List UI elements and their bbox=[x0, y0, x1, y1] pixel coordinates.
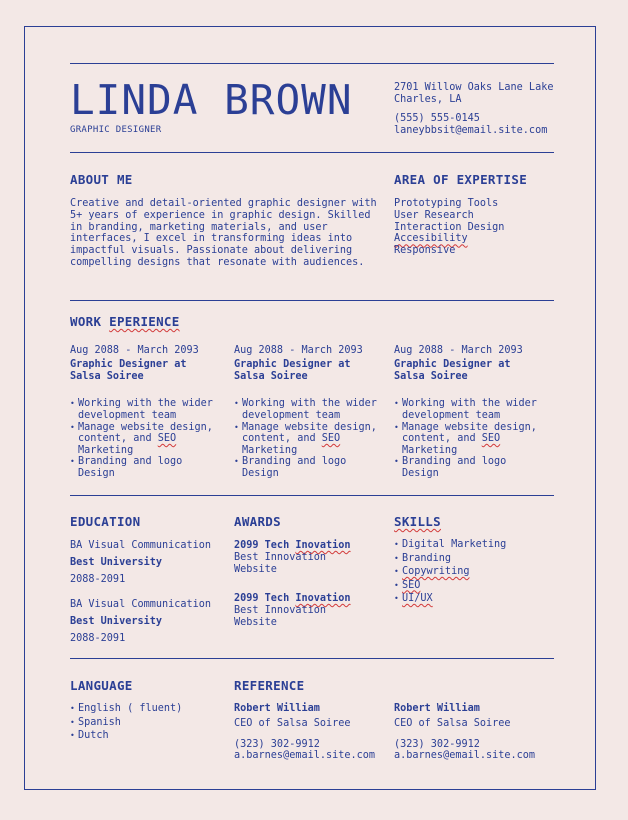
section-heading-language: LANGUAGE bbox=[70, 678, 133, 693]
years: 2088-2091 bbox=[70, 632, 126, 644]
section-heading-expertise: AREA OF EXPERTISE bbox=[394, 172, 528, 187]
award-desc: Website bbox=[234, 563, 277, 575]
reference-phone: (323) 302-9912 bbox=[394, 738, 480, 750]
divider bbox=[70, 300, 554, 301]
person-role: GRAPHIC DESIGNER bbox=[70, 125, 162, 135]
language-item: • English ( fluent) bbox=[70, 702, 182, 716]
section-heading-about: ABOUT ME bbox=[70, 172, 133, 187]
award-title: 2099 Tech bbox=[234, 593, 296, 604]
reference-role: CEO of Salsa Soiree bbox=[234, 717, 351, 729]
job-bullet: • Manage website design, content, and SEO Marketing bbox=[394, 422, 554, 457]
skill-item: • Digital Marketing bbox=[394, 538, 506, 552]
phone: (555) 555-0145 bbox=[394, 113, 480, 124]
degree: BA Visual Communication bbox=[70, 599, 212, 610]
divider bbox=[70, 152, 554, 153]
job-bullet: • Working with the wider development team bbox=[394, 398, 554, 421]
reference-email: a.barnes@email.site.com bbox=[234, 750, 376, 762]
reference-entry bbox=[234, 703, 375, 762]
job-bullets bbox=[394, 398, 554, 479]
expertise-list bbox=[394, 198, 504, 257]
section-heading-education: EDUCATION bbox=[70, 514, 141, 529]
job-title: Salsa Soiree bbox=[394, 370, 468, 382]
job-entry bbox=[394, 345, 554, 480]
job-dates: Aug 2088 - March 2093 bbox=[70, 345, 199, 356]
award-entry bbox=[234, 540, 351, 575]
expertise-item: User Research bbox=[394, 209, 474, 221]
about-line: 5+ years of experience in graphic design. Skilled bbox=[70, 209, 371, 221]
job-title: Graphic Designer at bbox=[234, 358, 351, 370]
language-item: • Spanish bbox=[70, 716, 182, 730]
reference-phone: (323) 302-9912 bbox=[234, 738, 320, 750]
about-line: impactful visuals. Passionate about delivering bbox=[70, 245, 353, 257]
job-title: Graphic Designer at bbox=[70, 358, 187, 370]
person-name: LINDA BROWN bbox=[70, 76, 353, 124]
address-line: 2701 Willow Oaks Lane Lake bbox=[394, 82, 554, 93]
skill-item: • Copywriting bbox=[394, 565, 506, 579]
email: laneybbsit@email.site.com bbox=[394, 124, 548, 136]
reference-name: Robert William bbox=[394, 703, 480, 714]
job-title: Salsa Soiree bbox=[70, 370, 144, 382]
job-bullet: • Working with the wider development team bbox=[234, 398, 394, 421]
award-title: Inovation bbox=[295, 593, 351, 604]
expertise-item: Prototyping Tools bbox=[394, 198, 499, 209]
education-entry bbox=[70, 599, 211, 644]
about-line: in branding, marketing materials, and user bbox=[70, 221, 328, 233]
address-line: Charles, LA bbox=[394, 93, 462, 105]
job-entry bbox=[70, 345, 230, 480]
job-bullet: • Working with the wider development team bbox=[70, 398, 230, 421]
contact bbox=[394, 113, 547, 137]
job-dates: Aug 2088 - March 2093 bbox=[394, 345, 523, 356]
section-heading-awards: AWARDS bbox=[234, 514, 281, 529]
about-text bbox=[70, 198, 377, 269]
reference-entry bbox=[394, 703, 535, 762]
job-bullet: • Branding and logo Design bbox=[394, 456, 554, 479]
expertise-item: Responsive bbox=[394, 245, 456, 257]
award-desc: Best Innovation bbox=[234, 604, 327, 616]
job-bullets bbox=[234, 398, 394, 479]
skill-item: • UI/UX bbox=[394, 592, 506, 606]
job-title: Graphic Designer at bbox=[394, 358, 511, 370]
reference-role: CEO of Salsa Soiree bbox=[394, 717, 511, 729]
job-bullet: • Manage website design, content, and SEO Marketing bbox=[234, 422, 394, 457]
skill-item: • SEO bbox=[394, 579, 506, 593]
job-bullet: • Branding and logo Design bbox=[234, 456, 394, 479]
address bbox=[394, 82, 553, 106]
about-line: Creative and detail-oriented graphic designer with bbox=[70, 198, 377, 209]
language-list bbox=[70, 702, 182, 743]
award-entry bbox=[234, 593, 351, 628]
heading-part: EPERIENCE bbox=[109, 314, 180, 329]
language-item: • Dutch bbox=[70, 729, 182, 743]
job-entry bbox=[234, 345, 394, 480]
skill-item: • Branding bbox=[394, 552, 506, 566]
award-title: 2099 Tech bbox=[234, 540, 296, 551]
skills-list bbox=[394, 538, 506, 606]
section-heading-reference: REFERENCE bbox=[234, 678, 305, 693]
heading-part: WORK bbox=[70, 314, 110, 329]
school: Best University bbox=[70, 615, 163, 627]
job-bullets bbox=[70, 398, 230, 479]
job-title: Salsa Soiree bbox=[234, 370, 308, 382]
divider bbox=[70, 495, 554, 496]
degree: BA Visual Communication bbox=[70, 540, 212, 551]
years: 2088-2091 bbox=[70, 573, 126, 585]
expertise-item: Accesibility bbox=[394, 233, 468, 245]
divider bbox=[70, 658, 554, 659]
section-heading-work bbox=[70, 314, 180, 329]
about-line: interfaces, I excel in transforming ideas into bbox=[70, 233, 353, 245]
award-desc: Best Innovation bbox=[234, 551, 327, 563]
about-line: compelling designs that resonate with audiences. bbox=[70, 256, 365, 268]
reference-email: a.barnes@email.site.com bbox=[394, 750, 536, 762]
divider bbox=[70, 63, 554, 64]
award-title: Inovation bbox=[295, 540, 351, 551]
job-bullet: • Manage website design, content, and SEO Marketing bbox=[70, 422, 230, 457]
job-dates: Aug 2088 - March 2093 bbox=[234, 345, 363, 356]
school: Best University bbox=[70, 556, 163, 568]
award-desc: Website bbox=[234, 616, 277, 628]
section-heading-skills: SKILLS bbox=[394, 514, 441, 529]
education-entry bbox=[70, 540, 211, 585]
reference-name: Robert William bbox=[234, 703, 320, 714]
job-bullet: • Branding and logo Design bbox=[70, 456, 230, 479]
expertise-item: Interaction Design bbox=[394, 221, 505, 233]
